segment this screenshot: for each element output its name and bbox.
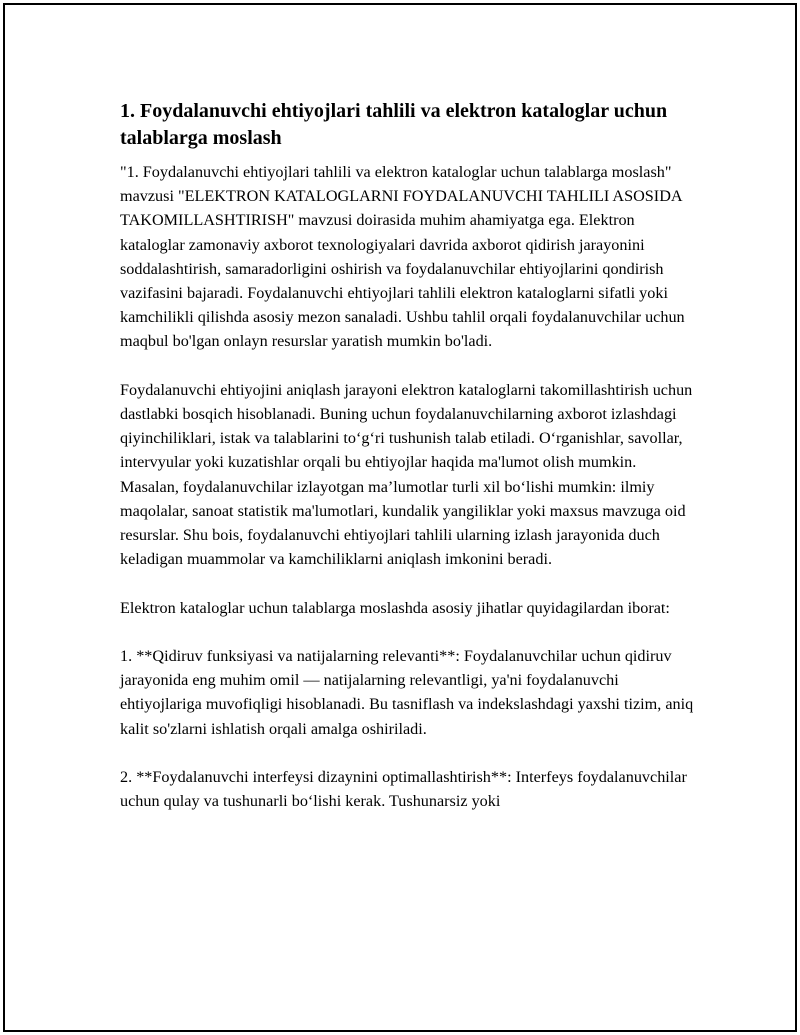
document-body — [120, 98, 695, 838]
page-frame — [3, 3, 797, 1032]
list-item-search-relevance: 1. **Qidiruv funksiyasi va natijalarning relevanti**: Foydalanuvchilar uchun qidiruv jarayonida eng muhim omil — natijalarning relevantligi, ya'ni foydalanuvchi ehtiyojlariga muvofiqligi hisoblanadi. Bu tasniflash va indekslashdagi yaxshi tizim, aniq kalit so'zlarni ishlatish orqali amalga oshiriladi. — [120, 647, 694, 738]
section-heading: 1. Foydalanuvchi ehtiyojlari tahlili va elektron kataloglar uchun talablarga moslash — [120, 100, 668, 149]
paragraph-list-intro: Elektron kataloglar uchun talablarga moslashda asosiy jihatlar quyidagilardan iborat: — [120, 598, 670, 617]
paragraph-needs-analysis: Foydalanuvchi ehtiyojini aniqlash jarayoni elektron kataloglarni takomillashtirish uchun dastlabki bosqich hisoblanadi. Buning uchun foydalanuvchilarning axborot izlashdagi qiyinchiliklari, istak va talablarini to‘g‘ri tushunish talab etiladi. O‘rganishlar, savollar, intervyular yoki kuzatishlar orqali bu ehtiyojlar haqida ma'lumot olish mumkin. Masalan, foydalanuvchilar izlayotgan ma’lumotlar turli xil bo‘lishi mumkin: ilmiy maqolalar, sanoat statistik ma'lumotlari, kundalik yangiliklar yoki maxsus mavzuga oid resurslar. Shu bois, foydalanuvchi ehtiyojlari tahlili ularning izlash jarayonida duch keladigan muammolar va kamchiliklarni aniqlash imkonini beradi. — [120, 380, 693, 569]
paragraph-intro: "1. Foydalanuvchi ehtiyojlari tahlili va elektron kataloglar uchun talablarga moslash" mavzusi "ELEKTRON KATALOGLARNI FOYDALANUVCHI TAHLILI ASOSIDA TAKOMILLASHTIRISH" mavzusi doirasida muhim ahamiyatga ega. Elektron kataloglar zamonaviy axborot texnologiyalari davrida axborot qidirish jarayonini soddalashtirish, samaradorligini oshirish va foydalanuvchilar ehtiyojlarini qondirish vazifasini bajaradi. Foydalanuvchi ehtiyojlari tahlili elektron kataloglarni sifatli yoki kamchilikli qilishda asosiy mezon sanaladi. Ushbu tahlil orqali foydalanuvchilar uchun maqbul bo'lgan onlayn resurslar yaratish mumkin bo'ladi. — [120, 163, 685, 351]
list-item-interface-design: 2. **Foydalanuvchi interfeysi dizaynini optimallashtirish**: Interfeys foydalanuvchilar uchun qulay va tushunarli bo‘lishi kerak. Tushunarsiz yoki — [120, 768, 687, 811]
